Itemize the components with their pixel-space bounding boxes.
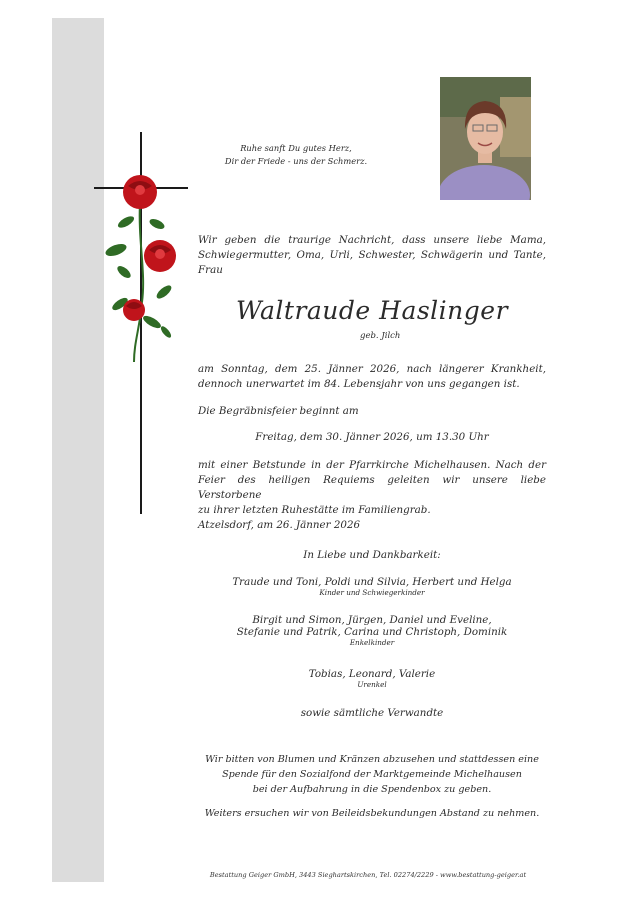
great-grandchildren-label: Urenkel [357,680,387,689]
great-grandchildren-names: Tobias, Leonard, Valerie [308,668,436,680]
maiden-name: geb. Jilch [360,331,401,341]
motto-line-2: Dir der Friede - uns der Schmerz. [224,156,368,166]
mourners-heading: In Liebe und Dankbarkeit: [303,549,441,561]
funeral-date: Freitag, dem 30. Jänner 2026, um 13.30 Uhr [255,431,489,443]
rose-2 [144,240,176,272]
donation-request [198,752,546,797]
children-names: Traude und Toni, Poldi und Silvia, Herbert und Helga [232,576,512,588]
death-notice [198,362,546,392]
death-notice-line-2: dennoch unerwartet im 84. Lebensjahr von uns gegangen ist. [198,378,520,390]
portrait-illustration [440,77,531,200]
request-line-2: Spende für den Sozialfond der Marktgemeinde Michelhausen [222,769,522,780]
grandchildren-group [198,614,546,647]
relatives: sowie sämtliche Verwandte [300,707,444,719]
deceased-name: Waltraude Haslinger [235,296,509,325]
request-line-3: bei der Aufbahrung in die Spendenbox zu geben. [252,784,492,795]
death-notice-line-1: am Sonntag, dem 25. Jänner 2026, nach längerer Krankheit, [198,363,546,375]
funeral-line-3: zu ihrer letzten Ruhestätte im Familiengrab. [198,504,431,516]
motto [196,142,396,168]
intro-text [198,233,546,278]
intro-line-3: Frau [198,264,223,276]
portrait-photo [440,77,531,200]
funeral-line-2: Feier des heiligen Requiems geleiten wir unsere liebe Verstorbene [198,474,546,501]
motto-line-1: Ruhe sanft Du gutes Herz, [240,143,352,153]
grandchildren-label: Enkelkinder [349,638,395,647]
intro-line-1: Wir geben die traurige Nachricht, dass unsere liebe Mama, [198,234,546,246]
grandchildren-names-line-2: Stefanie und Patrik, Carina und Christoph, Dominik [236,626,508,638]
footer-funeral-home: Bestattung Geiger GmbH, 3443 Sieghartskirchen, Tel. 02274/2229 - www.bestattung-geiger.at [209,871,527,879]
rose-1 [123,175,157,209]
great-grandchildren-group [198,668,546,689]
rose-3 [123,299,145,321]
funeral-details [198,458,546,518]
funeral-line-1: mit einer Betstunde in der Pfarrkirche Michelhausen. Nach der [198,459,546,471]
cross-with-roses [94,132,190,514]
children-label: Kinder und Schwiegerkinder [319,588,425,597]
request-line-1: Wir bitten von Blumen und Kränzen abzusehen und stattdessen eine [205,754,539,765]
place-date: Atzelsdorf, am 26. Jänner 2026 [198,519,361,531]
intro-line-2: Schwiegermutter, Oma, Urli, Schwester, Schwägerin und Tante, [198,249,546,261]
condolence-request: Weiters ersuchen wir von Beileidsbekundungen Abstand zu nehmen. [204,808,540,819]
grandchildren-names-line-1: Birgit und Simon, Jürgen, Daniel und Eveline, [252,614,492,626]
funeral-intro: Die Begräbnisfeier beginnt am [198,405,359,417]
children-group [198,576,546,597]
